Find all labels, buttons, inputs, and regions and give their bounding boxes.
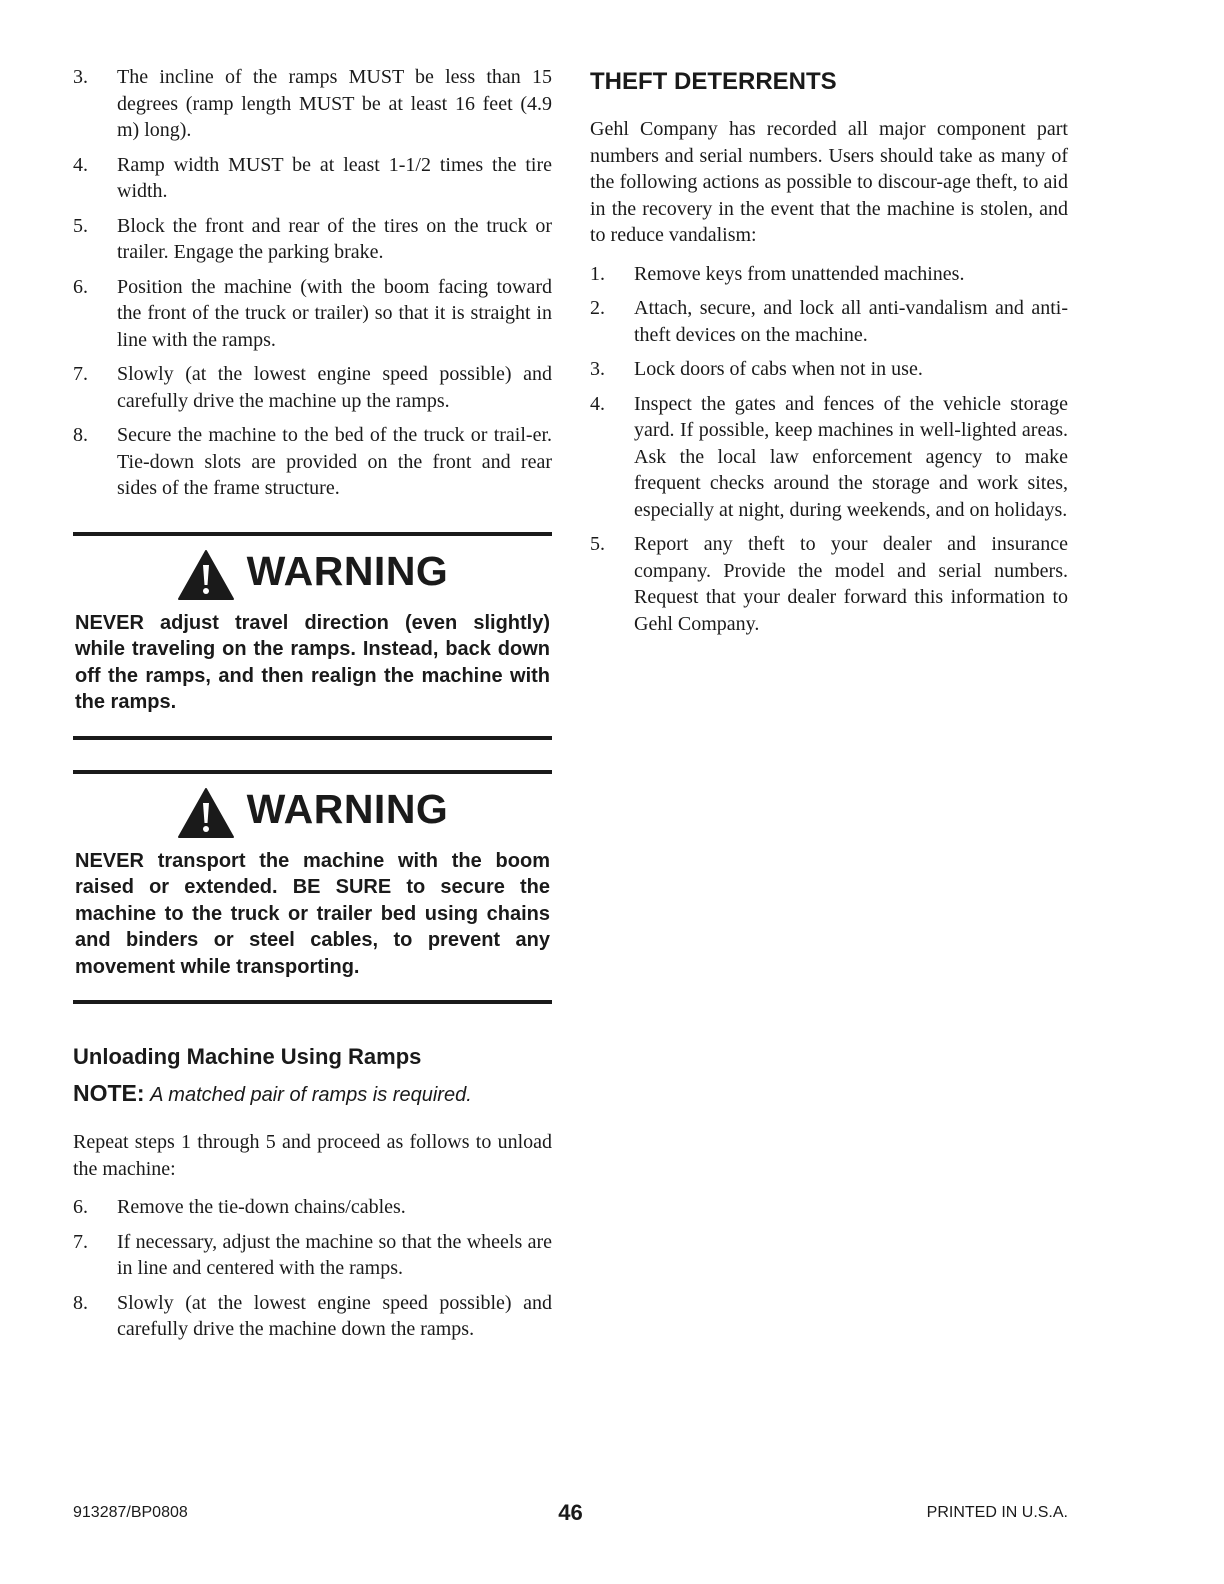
list-item xyxy=(590,295,1068,348)
printed-label: PRINTED IN U.S.A. xyxy=(926,1504,1068,1521)
step-number: 4. xyxy=(590,392,605,415)
page-footer xyxy=(73,1500,1068,1530)
step-text: Remove keys from unattended machines. xyxy=(634,262,965,285)
step-text: Slowly (at the lowest engine speed possible) and carefully drive the machine up the ramps. xyxy=(117,363,552,412)
note xyxy=(73,1080,552,1107)
warning-title: WARNING xyxy=(246,786,449,832)
step-number: 8. xyxy=(73,1291,88,1314)
theft-steps-list xyxy=(590,261,1068,638)
step-number: 6. xyxy=(73,1196,88,1218)
step-number: 5. xyxy=(73,214,88,237)
list-item xyxy=(590,261,1068,288)
step-text: Secure the machine to the bed of the truck or trail-er. Tie-down slots are provided on the front and rear sides of the frame structure. xyxy=(117,424,552,499)
warning-header xyxy=(73,544,552,600)
step-text: Attach, secure, and lock all anti-vandalism and anti-theft devices on the machine. xyxy=(634,297,1068,346)
list-item xyxy=(73,64,552,144)
list-item xyxy=(73,422,552,502)
step-text: Report any theft to your dealer and insurance company. Provide the model and serial numbers. Request that your dealer forward this information to Gehl Company. xyxy=(634,533,1068,635)
warning-box-ramps xyxy=(73,532,552,740)
warning-title: WARNING xyxy=(246,548,449,594)
page-number: 46 xyxy=(558,1500,583,1525)
loading-steps-list xyxy=(73,64,552,502)
step-number: 2. xyxy=(590,297,605,319)
list-item xyxy=(73,1229,552,1282)
list-item xyxy=(73,1290,552,1343)
step-text: Lock doors of cabs when not in use. xyxy=(634,358,923,380)
step-number: 7. xyxy=(73,363,88,385)
unloading-heading: Unloading Machine Using Ramps xyxy=(73,1044,422,1069)
step-text: Slowly (at the lowest engine speed possible) and carefully drive the machine down the ramps. xyxy=(117,1291,552,1340)
step-text: The incline of the ramps MUST be less than 15 degrees (ramp length MUST be at least 16 feet (4.9 m) long). xyxy=(117,66,552,141)
warning-triangle-icon xyxy=(177,787,235,839)
step-number: 1. xyxy=(590,262,605,285)
note-label: NOTE: xyxy=(73,1080,145,1106)
left-column xyxy=(73,64,552,1351)
list-item xyxy=(73,274,552,354)
warning-triangle-icon xyxy=(177,549,235,601)
right-column xyxy=(590,64,1068,645)
theft-intro: Gehl Company has recorded all major component part numbers and serial numbers. Users should take as many of the following actions as possible to discour-age theft, to aid in the recovery in the event that the machine is stolen, and to reduce vandalism: xyxy=(590,118,1068,246)
step-number: 4. xyxy=(73,153,88,176)
step-number: 7. xyxy=(73,1230,88,1253)
step-number: 3. xyxy=(590,358,605,380)
document-number: 913287/BP0808 xyxy=(73,1504,188,1521)
list-item xyxy=(590,531,1068,637)
list-item xyxy=(73,1194,552,1221)
warning-text: NEVER transport the machine with the boom raised or extended. BE SURE to secure the machine to the truck or trailer bed using chains and binders or steel cables, to prevent any movement while transporting. xyxy=(75,849,550,978)
list-item xyxy=(590,356,1068,383)
step-number: 8. xyxy=(73,424,88,446)
warning-box-transport xyxy=(73,770,552,1005)
step-text: If necessary, adjust the machine so that the wheels are in line and centered with the ramps. xyxy=(117,1230,552,1279)
step-text: Position the machine (with the boom facing toward the front of the truck or trailer) so that it is straight in line with the ramps. xyxy=(117,275,552,351)
step-number: 5. xyxy=(590,533,605,555)
list-item xyxy=(73,213,552,266)
list-item xyxy=(590,391,1068,524)
warning-header xyxy=(73,782,552,838)
theft-heading: THEFT DETERRENTS xyxy=(590,68,837,95)
note-text: A matched pair of ramps is required. xyxy=(150,1084,472,1106)
step-text: Inspect the gates and fences of the vehicle storage yard. If possible, keep machines in well-lighted areas. Ask the local law enforcement agency to make frequent checks around the storage and work sites, especially at night, during weekends, and on holidays. xyxy=(634,392,1068,521)
warning-text: NEVER adjust travel direction (even slightly) while traveling on the ramps. Instead, back down off the ramps, and then realign the machine with the ramps. xyxy=(75,611,550,713)
step-number: 3. xyxy=(73,66,88,88)
step-text: Remove the tie-down chains/cables. xyxy=(117,1196,406,1218)
unloading-intro: Repeat steps 1 through 5 and proceed as follows to unload the machine: xyxy=(73,1131,552,1180)
step-number: 6. xyxy=(73,275,88,298)
step-text: Block the front and rear of the tires on the truck or trailer. Engage the parking brake. xyxy=(117,214,552,263)
list-item xyxy=(73,152,552,205)
step-text: Ramp width MUST be at least 1-1/2 times the tire width. xyxy=(117,153,552,202)
list-item xyxy=(73,361,552,414)
unloading-steps-list xyxy=(73,1194,552,1343)
